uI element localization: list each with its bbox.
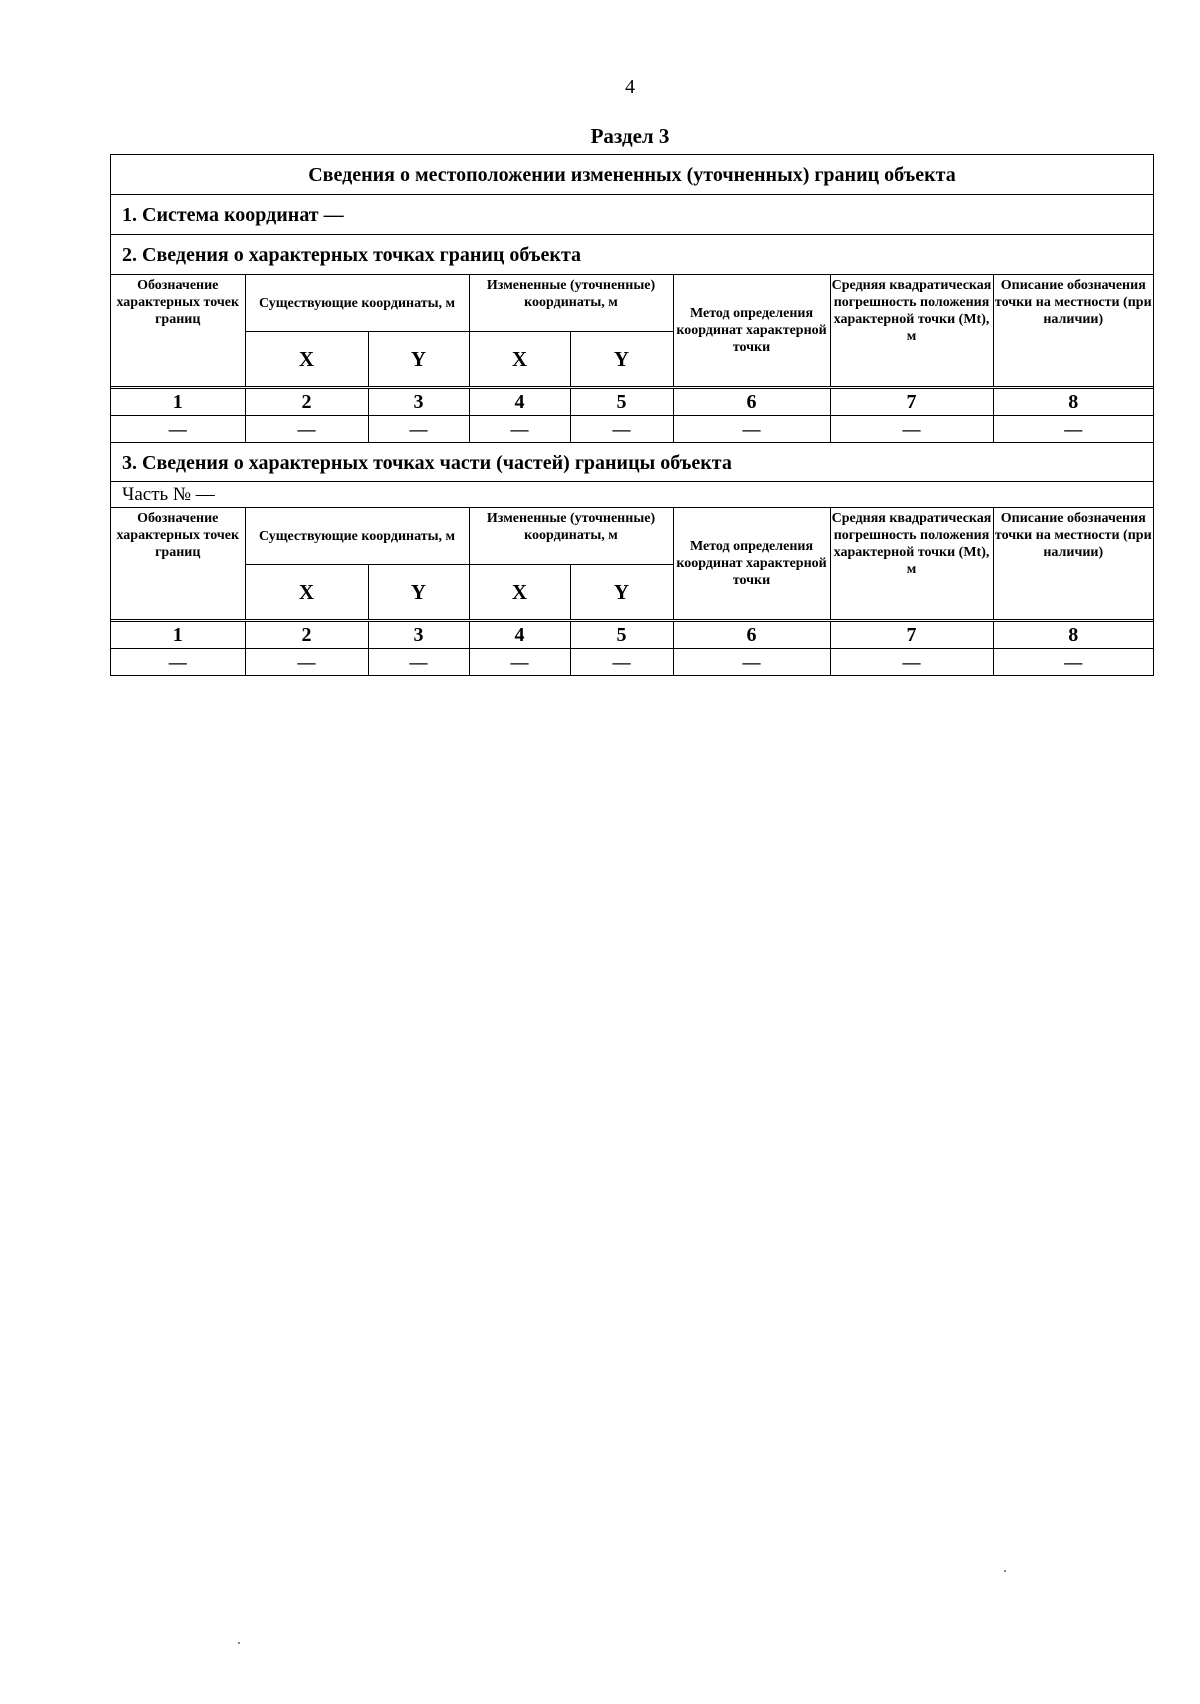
part3-heading: 3. Сведения о характерных точках части (частей) границы объекта (111, 442, 1153, 482)
table-cell: — (368, 649, 469, 676)
column-number: 8 (993, 388, 1153, 416)
column-number: 1 (111, 388, 245, 416)
column-number: 5 (570, 621, 673, 649)
column-number: 3 (368, 621, 469, 649)
table-cell: — (245, 416, 368, 443)
header-changed-y: Y (570, 332, 673, 388)
table-cell: — (830, 416, 993, 443)
header-method: Метод определения координат характерной точки (673, 508, 830, 621)
header-changed-coords: Измененные (уточненные) координаты, м (469, 275, 673, 332)
page-number: 4 (625, 76, 635, 98)
table-cell: — (111, 649, 245, 676)
header-changed-coords: Измененные (уточненные) координаты, м (469, 508, 673, 565)
table-cell: — (673, 416, 830, 443)
column-number: 6 (673, 388, 830, 416)
header-method: Метод определения координат характерной точки (673, 275, 830, 388)
part2-table (111, 275, 1153, 442)
column-number: 5 (570, 388, 673, 416)
section-3-form (110, 154, 1154, 676)
column-number: 3 (368, 388, 469, 416)
column-number: 6 (673, 621, 830, 649)
column-number: 2 (245, 621, 368, 649)
section-title: Раздел 3 (590, 124, 670, 148)
scan-speck (238, 1642, 240, 1644)
table-cell: — (570, 649, 673, 676)
column-number: 7 (830, 388, 993, 416)
table-cell: — (469, 649, 570, 676)
table-row (111, 649, 1153, 676)
table-cell: — (673, 649, 830, 676)
header-mean-error: Средняя квадратическая погрешность положения характерной точки (Mt), м (830, 275, 993, 388)
header-existing-x: X (245, 332, 368, 388)
header-description: Описание обозначения точки на местности (при наличии) (993, 275, 1153, 388)
header-designation: Обозначение характерных точек границ (111, 508, 245, 621)
column-number: 1 (111, 621, 245, 649)
coordinate-system-line: 1. Система координат — (111, 195, 1153, 235)
table-row (111, 416, 1153, 443)
table-cell: — (830, 649, 993, 676)
column-number: 4 (469, 621, 570, 649)
table-cell: — (469, 416, 570, 443)
column-number: 2 (245, 388, 368, 416)
header-changed-y: Y (570, 565, 673, 621)
header-existing-y: Y (368, 332, 469, 388)
scan-speck (1004, 1570, 1006, 1572)
header-existing-x: X (245, 565, 368, 621)
column-number: 7 (830, 621, 993, 649)
table-cell: — (993, 649, 1153, 676)
table-cell: — (368, 416, 469, 443)
part-number-line: Часть № — (111, 482, 1153, 508)
header-existing-coords: Существующие координаты, м (245, 508, 469, 565)
column-numbers-row (111, 621, 1153, 649)
block-title: Сведения о местоположении измененных (уточненных) границ объекта (111, 155, 1153, 195)
table-cell: — (245, 649, 368, 676)
table-cell: — (993, 416, 1153, 443)
header-changed-x: X (469, 565, 570, 621)
table-cell: — (111, 416, 245, 443)
column-number: 8 (993, 621, 1153, 649)
header-description: Описание обозначения точки на местности (при наличии) (993, 508, 1153, 621)
header-mean-error: Средняя квадратическая погрешность положения характерной точки (Mt), м (830, 508, 993, 621)
header-designation: Обозначение характерных точек границ (111, 275, 245, 388)
part3-table (111, 508, 1153, 675)
table-cell: — (570, 416, 673, 443)
header-changed-x: X (469, 332, 570, 388)
part2-heading: 2. Сведения о характерных точках границ объекта (111, 235, 1153, 275)
column-number: 4 (469, 388, 570, 416)
column-numbers-row (111, 388, 1153, 416)
header-existing-y: Y (368, 565, 469, 621)
header-existing-coords: Существующие координаты, м (245, 275, 469, 332)
